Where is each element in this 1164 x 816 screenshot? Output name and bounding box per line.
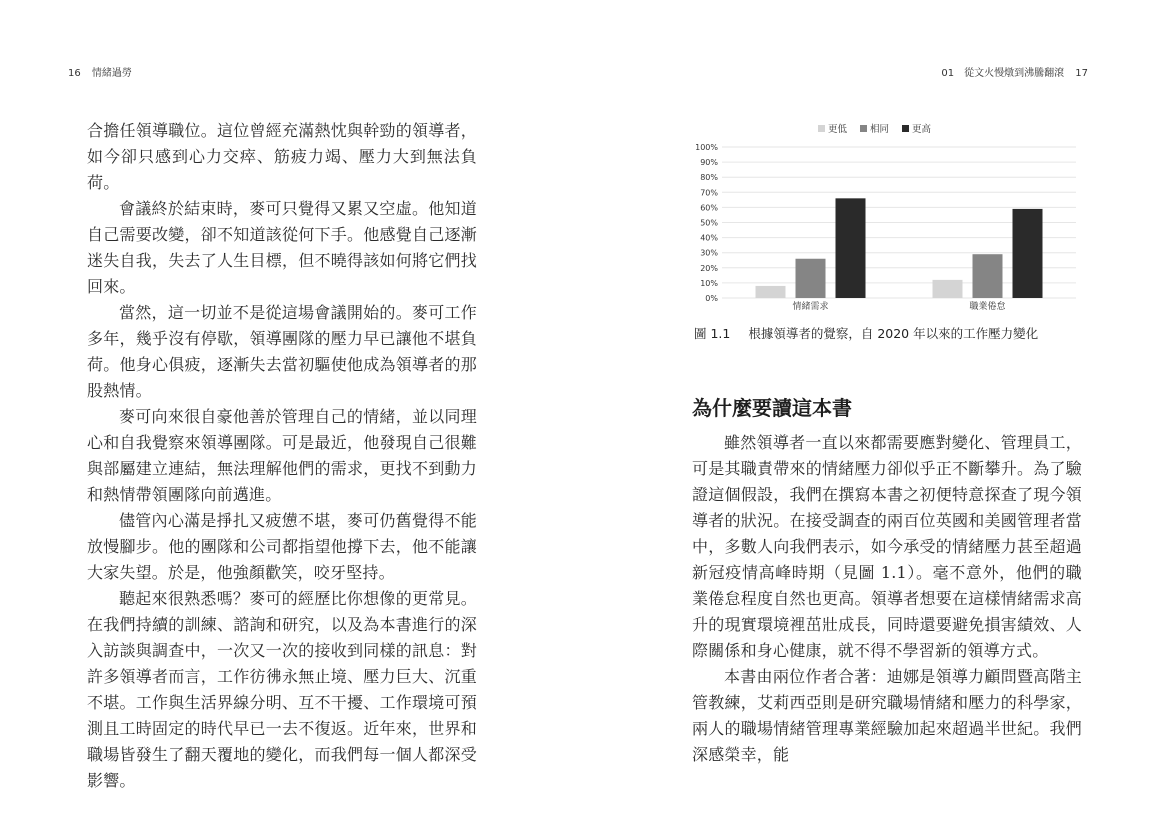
y-tick-label: 10%	[700, 278, 718, 288]
figure-caption	[694, 324, 1038, 342]
legend-label: 相同	[870, 124, 890, 135]
y-tick-label: 20%	[700, 263, 718, 273]
right-page-body	[692, 430, 1082, 768]
legend-swatch	[818, 125, 825, 132]
running-header-left	[68, 64, 132, 79]
paragraph: 儘管內心滿是掙扎又疲憊不堪，麥可仍舊覺得不能放慢腳步。他的團隊和公司都指望他撐下去，他不能讓大家失望。於是，他強顏歡笑，咬牙堅持。	[87, 511, 477, 582]
page-number-right: 17	[1075, 68, 1088, 79]
y-tick-label: 60%	[700, 203, 718, 213]
y-tick-label: 90%	[700, 158, 718, 168]
bar-相同-職業倦怠	[973, 254, 1003, 298]
legend-label: 更高	[912, 124, 932, 135]
x-category-label: 情緒需求	[792, 302, 829, 312]
figure-caption-text: 根據領導者的覺察，自 2020 年以來的工作壓力變化	[748, 326, 1039, 341]
page-number-left: 16	[68, 68, 81, 79]
y-tick-label: 70%	[700, 188, 718, 198]
book-title: 情緒過勞	[91, 68, 132, 79]
bar-更低-情緒需求	[756, 286, 786, 298]
x-category-label: 職業倦怠	[969, 302, 1006, 312]
running-header-right	[941, 64, 1088, 79]
y-tick-label: 0%	[705, 294, 718, 303]
legend-swatch	[860, 125, 867, 132]
legend-label: 更低	[828, 124, 848, 135]
paragraph: 會議終於結束時，麥可只覺得又累又空虛。他知道自己需要改變，卻不知道該從何下手。他感覺自己逐漸迷失自我，失去了人生目標，但不曉得該如何將它們找回來。	[87, 199, 477, 296]
left-page-body	[87, 118, 477, 794]
chapter-title: 01 從文火慢燉到沸騰翻滾	[941, 68, 1065, 79]
section-heading: 為什麼要讀這本書	[692, 396, 852, 420]
paragraph: 合擔任領導職位。這位曾經充滿熱忱與幹勁的領導者，如今卻只感到心力交瘁、筋疲力竭、壓力大到無法負荷。	[87, 121, 477, 192]
y-tick-label: 100%	[695, 143, 718, 152]
bar-更低-職業倦怠	[933, 280, 963, 298]
work-pressure-bar-chart	[686, 118, 1086, 318]
y-tick-label: 50%	[700, 218, 718, 228]
bar-更高-職業倦怠	[1013, 209, 1043, 298]
paragraph: 雖然領導者一直以來都需要應對變化、管理員工，可是其職責帶來的情緒壓力卻似乎正不斷攀升。為了驗證這個假設，我們在撰寫本書之初便特意探查了現今領導者的狀況。在接受調查的兩百位英國和美國管理者當中，多數人向我們表示，如今承受的情緒壓力甚至超過新冠疫情高峰時期（見圖 1.1）。毫不意外，他們的職業倦怠程度自然也更高。領導者想要在這樣情緒需求高升的現實環境裡茁壯成長，同時還要避免損害績效、人際關係和身心健康，就不得不學習新的領導方式。	[692, 433, 1082, 660]
y-tick-label: 30%	[700, 248, 718, 258]
figure-number: 圖 1.1	[694, 326, 731, 341]
bar-更高-情緒需求	[836, 198, 866, 298]
paragraph: 本書由兩位作者合著：迪娜是領導力顧問暨高階主管教練，艾莉西亞則是研究職場情緒和壓力的科學家，兩人的職場情緒管理專業經驗加起來超過半世紀。我們深感榮幸，能	[692, 667, 1082, 764]
paragraph: 聽起來很熟悉嗎？麥可的經歷比你想像的更常見。在我們持續的訓練、諮詢和研究，以及為本書進行的深入訪談與調查中，一次又一次的接收到同樣的訊息：對許多領導者而言，工作彷彿永無止境、壓力巨大、沉重不堪。工作與生活界線分明、互不干擾、工作環境可預測且工時固定的時代早已一去不復返。近年來，世界和職場皆發生了翻天覆地的變化，而我們每一個人都深受影響。	[87, 589, 477, 790]
y-tick-label: 40%	[700, 233, 718, 243]
bar-相同-情緒需求	[796, 259, 826, 298]
paragraph: 麥可向來很自豪他善於管理自己的情緒，並以同理心和自我覺察來領導團隊。可是最近，他發現自己很難與部屬建立連結，無法理解他們的需求，更找不到動力和熱情帶領團隊向前邁進。	[87, 407, 477, 504]
legend-swatch	[902, 125, 909, 132]
y-tick-label: 80%	[700, 173, 718, 183]
paragraph: 當然，這一切並不是從這場會議開始的。麥可工作多年，幾乎沒有停歇，領導團隊的壓力早已讓他不堪負荷。他身心俱疲，逐漸失去當初驅使他成為領導者的那股熱情。	[87, 303, 477, 400]
